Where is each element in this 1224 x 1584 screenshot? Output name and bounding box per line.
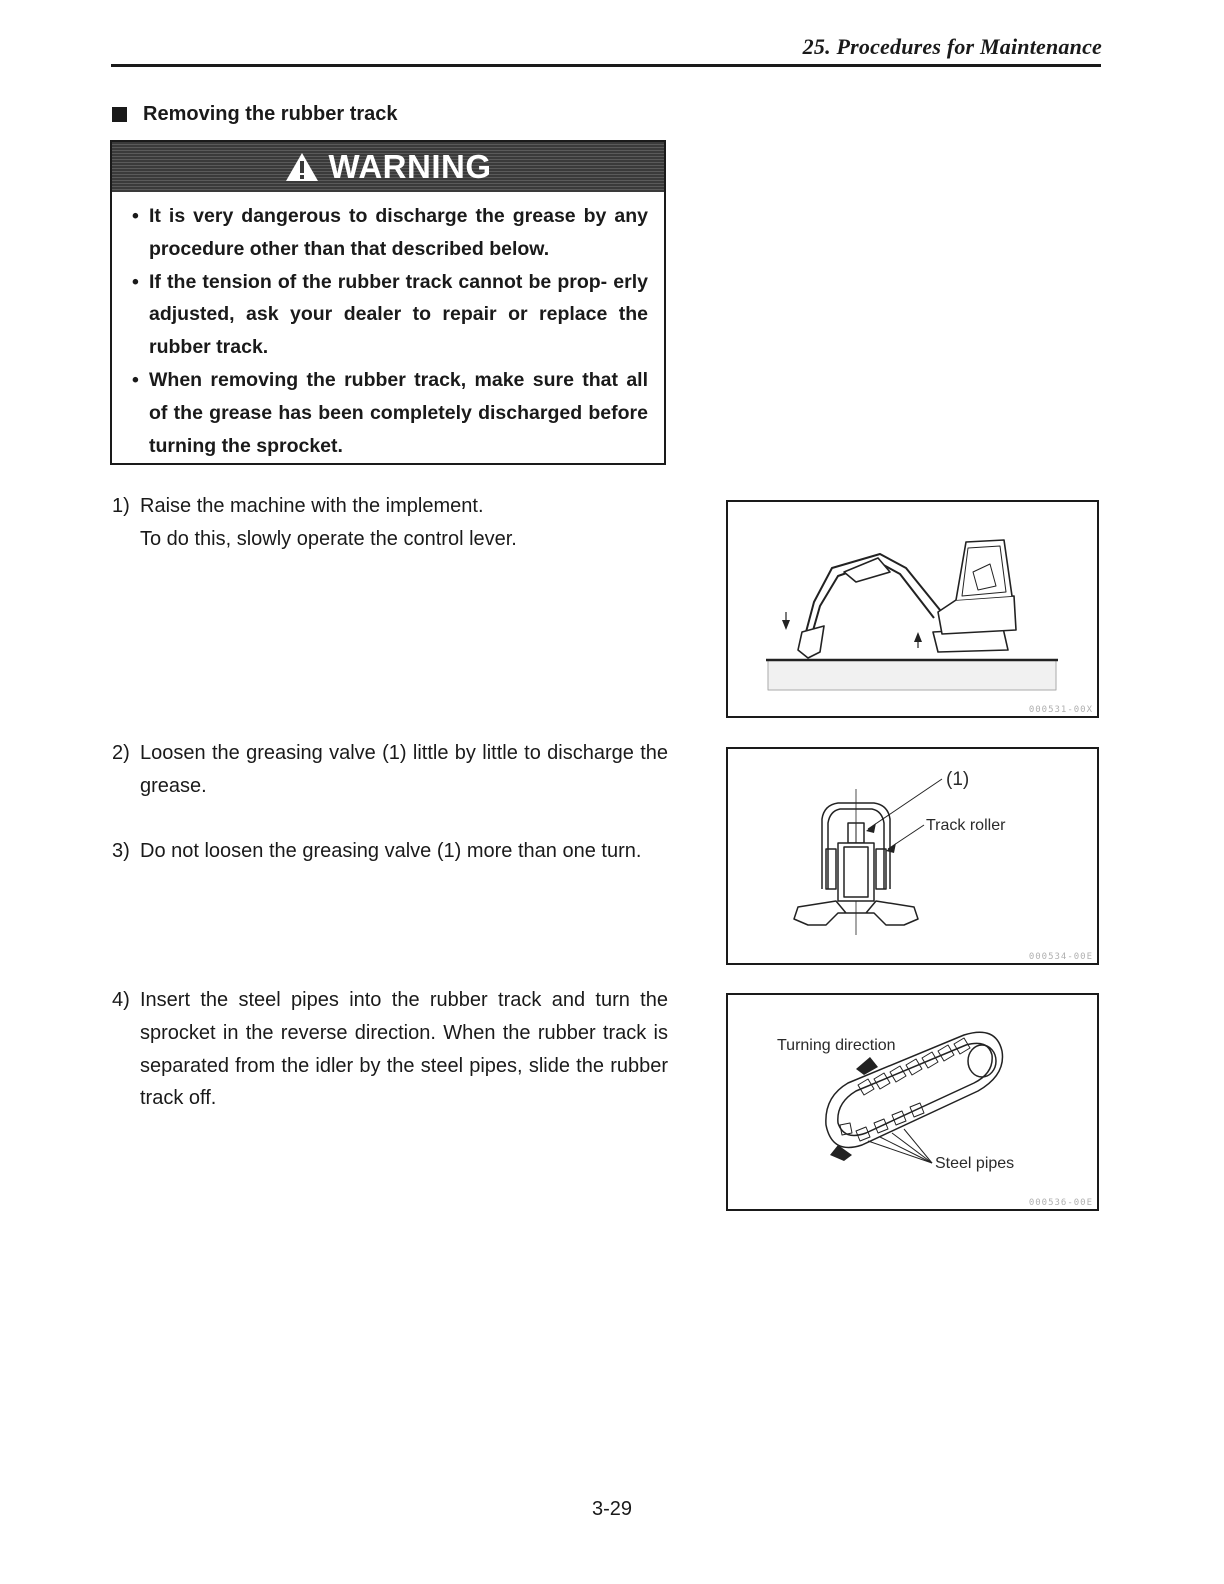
warning-triangle-icon xyxy=(285,152,319,182)
step-number: 3) xyxy=(112,840,130,862)
figure-code: 000534-00E xyxy=(1028,952,1093,962)
step-text: Do not loosen the greasing valve (1) more than one turn. xyxy=(140,840,642,862)
square-bullet-icon xyxy=(112,107,127,122)
label-turning-direction: Turning direction xyxy=(777,1037,896,1054)
label-track-roller: Track roller xyxy=(926,817,1006,834)
warning-title: WARNING xyxy=(328,148,492,185)
warning-item: • It is very dangerous to discharge the grease by any procedure other than that described below. xyxy=(132,200,648,266)
step-number: 4) xyxy=(112,989,130,1011)
section-heading xyxy=(112,103,398,126)
figure-greasing-valve xyxy=(726,747,1099,965)
track-roller-illustration xyxy=(728,749,1097,963)
step-number: 1) xyxy=(112,495,130,517)
step-number: 2) xyxy=(112,742,130,764)
step-text: Raise the machine with the implement. xyxy=(140,495,484,517)
step-text: Loosen the greasing valve (1) little by little to discharge the grease. xyxy=(140,742,668,797)
running-header-title: 25. Procedures for Maintenance xyxy=(802,34,1102,59)
figure-code: 000531-00X xyxy=(1028,705,1093,715)
step-text: Insert the steel pipes into the rubber track and turn the sprocket in the reverse direction. When the rubber track is separated from the idler by the steel pipes, slide the rubber track off. xyxy=(140,989,668,1110)
step-3 xyxy=(112,835,668,868)
excavator-illustration xyxy=(728,502,1097,716)
warning-header xyxy=(112,142,664,192)
warning-box xyxy=(110,140,666,465)
section-heading-text: Removing the rubber track xyxy=(143,103,398,125)
label-greasing-valve: (1) xyxy=(946,769,970,790)
warning-item: • If the tension of the rubber track cannot be prop- erly adjusted, ask your dealer to repair or replace the rubber track. xyxy=(132,266,648,364)
figure-steel-pipes xyxy=(726,993,1099,1211)
figure-code: 000536-00E xyxy=(1028,1198,1093,1208)
step-4 xyxy=(112,984,668,1115)
header-rule xyxy=(111,64,1101,67)
warning-item: • When removing the rubber track, make sure that all of the grease has been completely discharged before turning the sprocket. xyxy=(132,364,648,462)
figure-raise-machine xyxy=(726,500,1099,718)
step-text: To do this, slowly operate the control lever. xyxy=(140,527,517,550)
label-steel-pipes: Steel pipes xyxy=(935,1155,1015,1172)
warning-list xyxy=(112,192,664,462)
step-1 xyxy=(112,490,668,556)
step-2 xyxy=(112,737,668,803)
rubber-track-illustration xyxy=(728,995,1097,1209)
page-number: 3-29 xyxy=(591,1498,633,1520)
